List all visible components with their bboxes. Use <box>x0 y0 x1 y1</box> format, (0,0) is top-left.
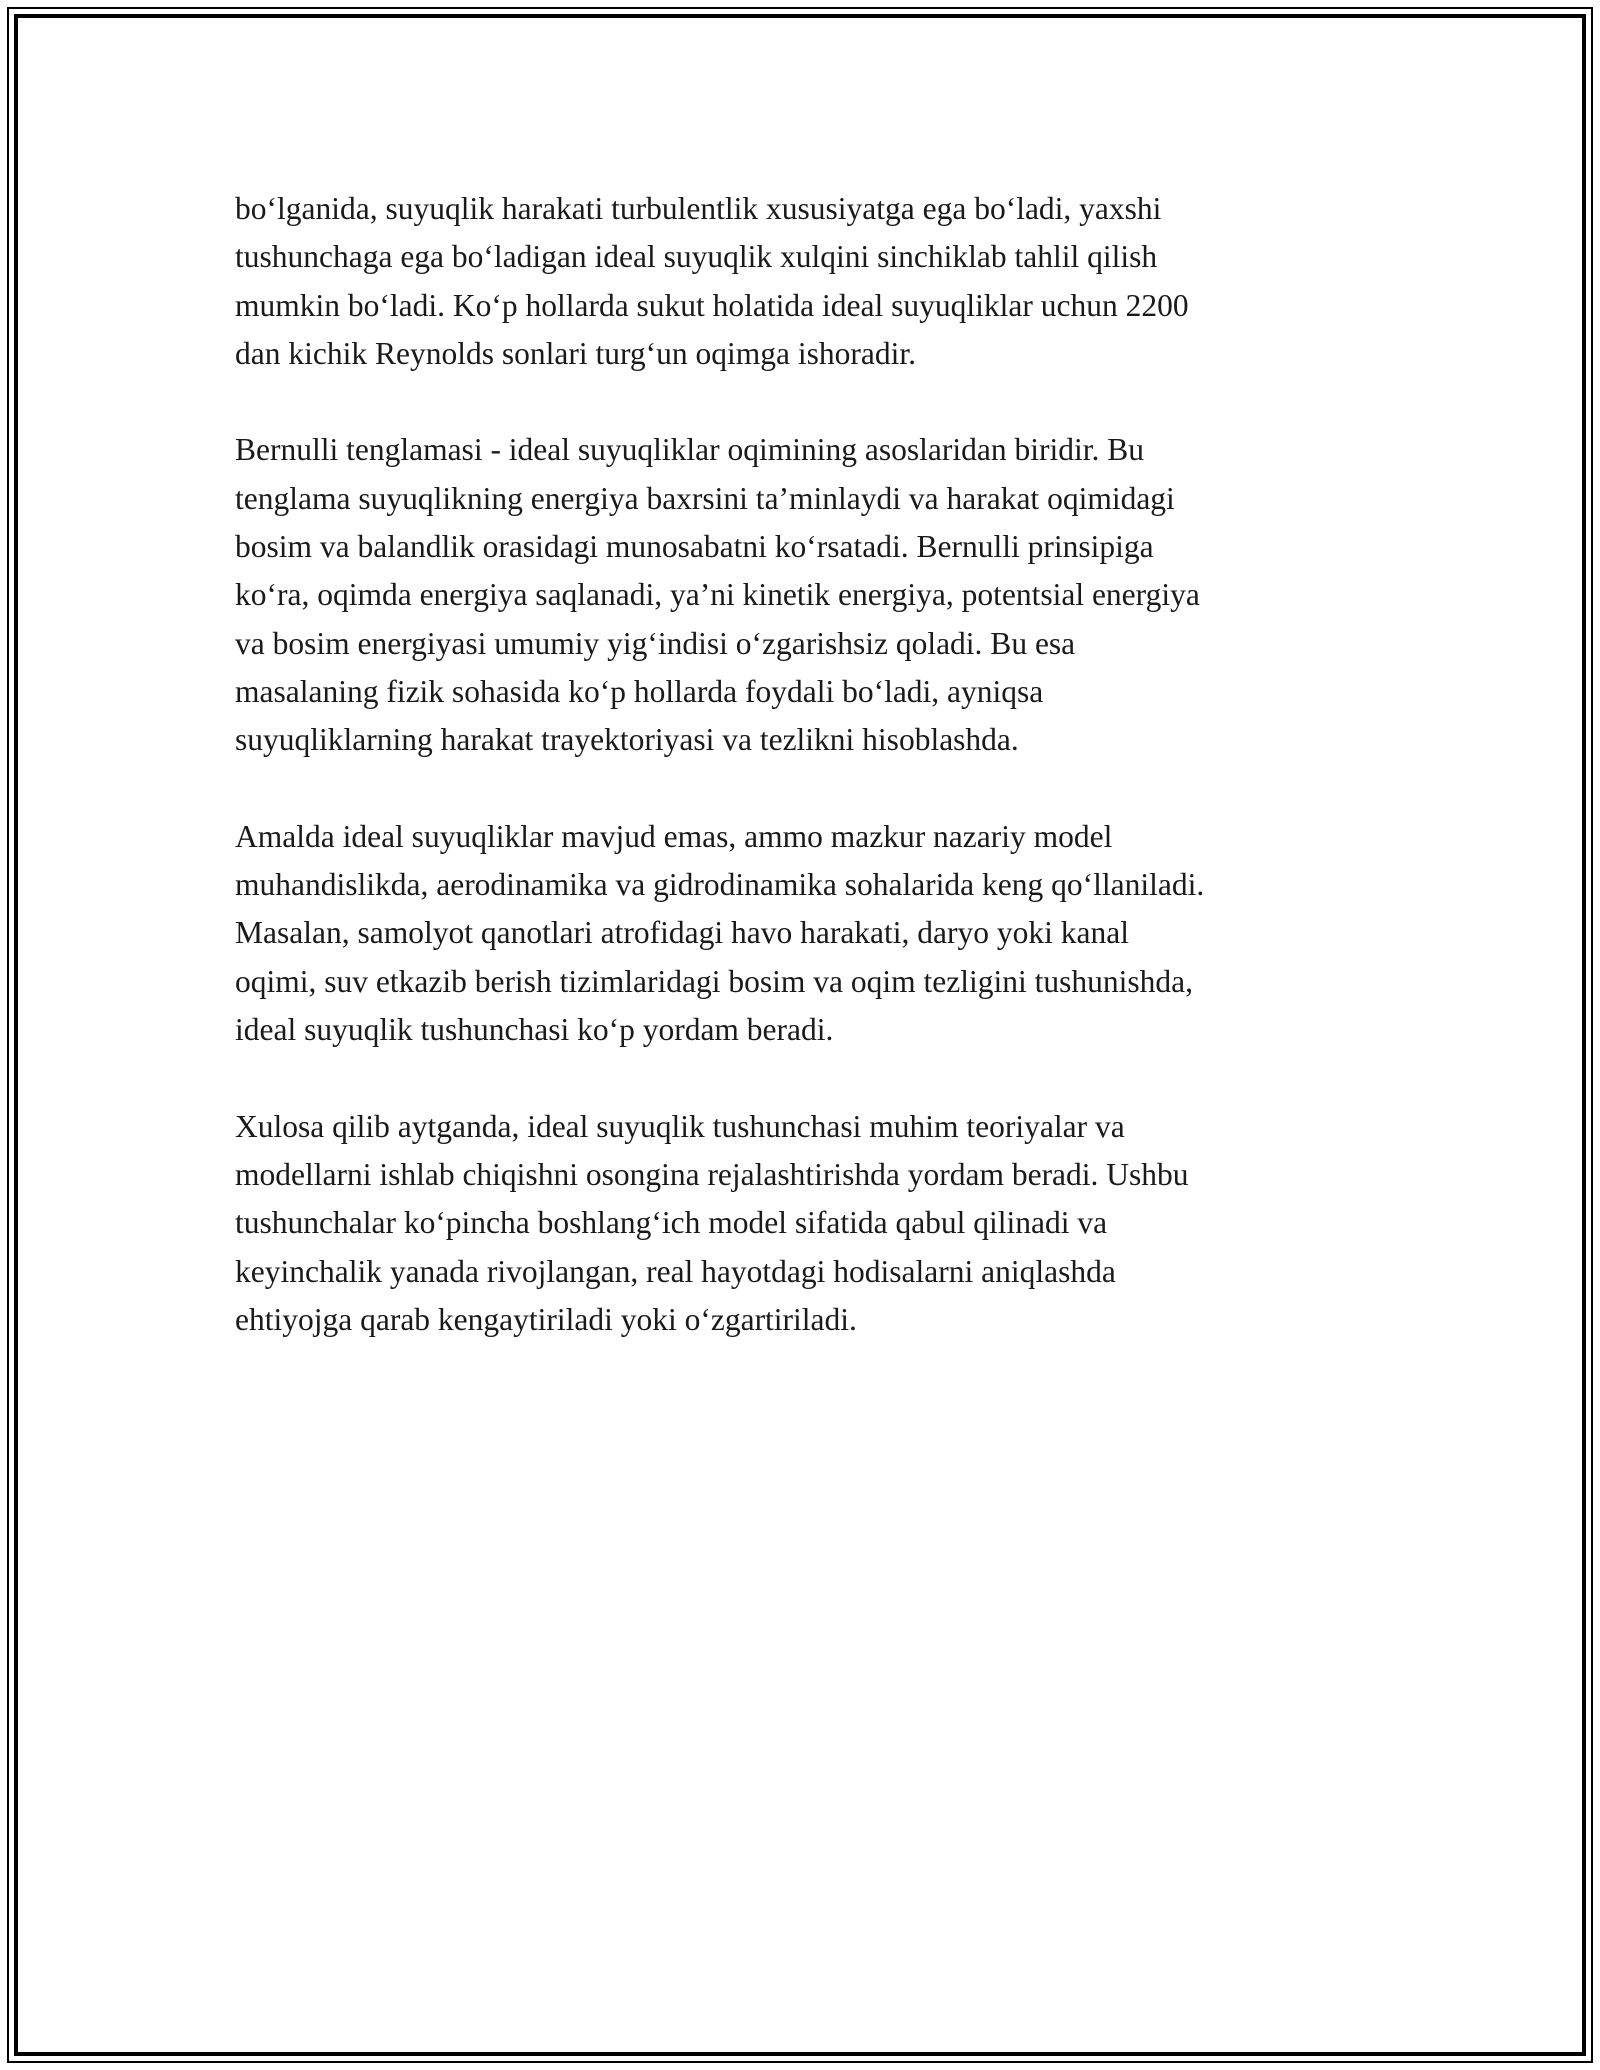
text-line: Masalan, samolyot qanotlari atrofidagi havo harakati, daryo yoki kanal <box>235 915 1129 951</box>
text-line: ehtiyojga qarab kengaytiriladi yoki o‘zgartiriladi. <box>235 1301 857 1337</box>
paragraph-applications <box>235 813 1375 1054</box>
paragraph-bernoulli <box>235 426 1375 764</box>
document-body <box>235 185 1375 1392</box>
text-line: tushunchaga ega bo‘ladigan ideal suyuqlik xulqini sinchiklab tahlil qilish <box>235 239 1158 275</box>
text-line: va bosim energiyasi umumiy yig‘indisi o‘zgarishsiz qoladi. Bu esa <box>235 625 1076 661</box>
text-line: Xulosa qilib aytganda, ideal suyuqlik tushunchasi muhim teoriyalar va <box>235 1108 1125 1144</box>
text-line: suyuqliklarning harakat trayektoriyasi va tezlikni hisoblashda. <box>235 722 1019 758</box>
text-line: ko‘ra, oqimda energiya saqlanadi, ya’ni kinetik energiya, potentsial energiya <box>235 577 1200 613</box>
text-line: muhandislikda, aerodinamika va gidrodinamika sohalarida keng qo‘llaniladi. <box>235 867 1205 903</box>
paragraph-reynolds <box>235 185 1375 378</box>
text-line: bo‘lganida, suyuqlik harakati turbulentlik xususiyatga ega bo‘ladi, yaxshi <box>235 191 1162 226</box>
text-line: masalaning fizik sohasida ko‘p hollarda foydali bo‘ladi, ayniqsa <box>235 673 1044 709</box>
text-line: dan kichik Reynolds sonlari turg‘un oqimga ishoradir. <box>235 335 916 371</box>
text-line: Amalda ideal suyuqliklar mavjud emas, ammo mazkur nazariy model <box>235 818 1113 854</box>
text-line: mumkin bo‘ladi. Ko‘p hollarda sukut holatida ideal suyuqliklar uchun 2200 <box>235 287 1189 323</box>
text-line: tenglama suyuqlikning energiya baxrsini ta’minlaydi va harakat oqimidagi <box>235 480 1175 516</box>
text-line: bosim va balandlik orasidagi munosabatni ko‘rsatadi. Bernulli prinsipiga <box>235 529 1154 565</box>
text-line: tushunchalar ko‘pincha boshlang‘ich model sifatida qabul qilinadi va <box>235 1205 1108 1241</box>
text-line: oqimi, suv etkazib berish tizimlaridagi bosim va oqim tezligini tushunishda, <box>235 963 1193 999</box>
text-line: ideal suyuqlik tushunchasi ko‘p yordam beradi. <box>235 1012 834 1048</box>
text-line: modellarni ishlab chiqishni osongina rejalashtirishda yordam beradi. Ushbu <box>235 1156 1189 1192</box>
text-line: keyinchalik yanada rivojlangan, real hayotdagi hodisalarni aniqlashda <box>235 1253 1116 1289</box>
paragraph-conclusion <box>235 1103 1375 1344</box>
text-line: Bernulli tenglamasi - ideal suyuqliklar oqimining asoslaridan biridir. Bu <box>235 432 1144 468</box>
